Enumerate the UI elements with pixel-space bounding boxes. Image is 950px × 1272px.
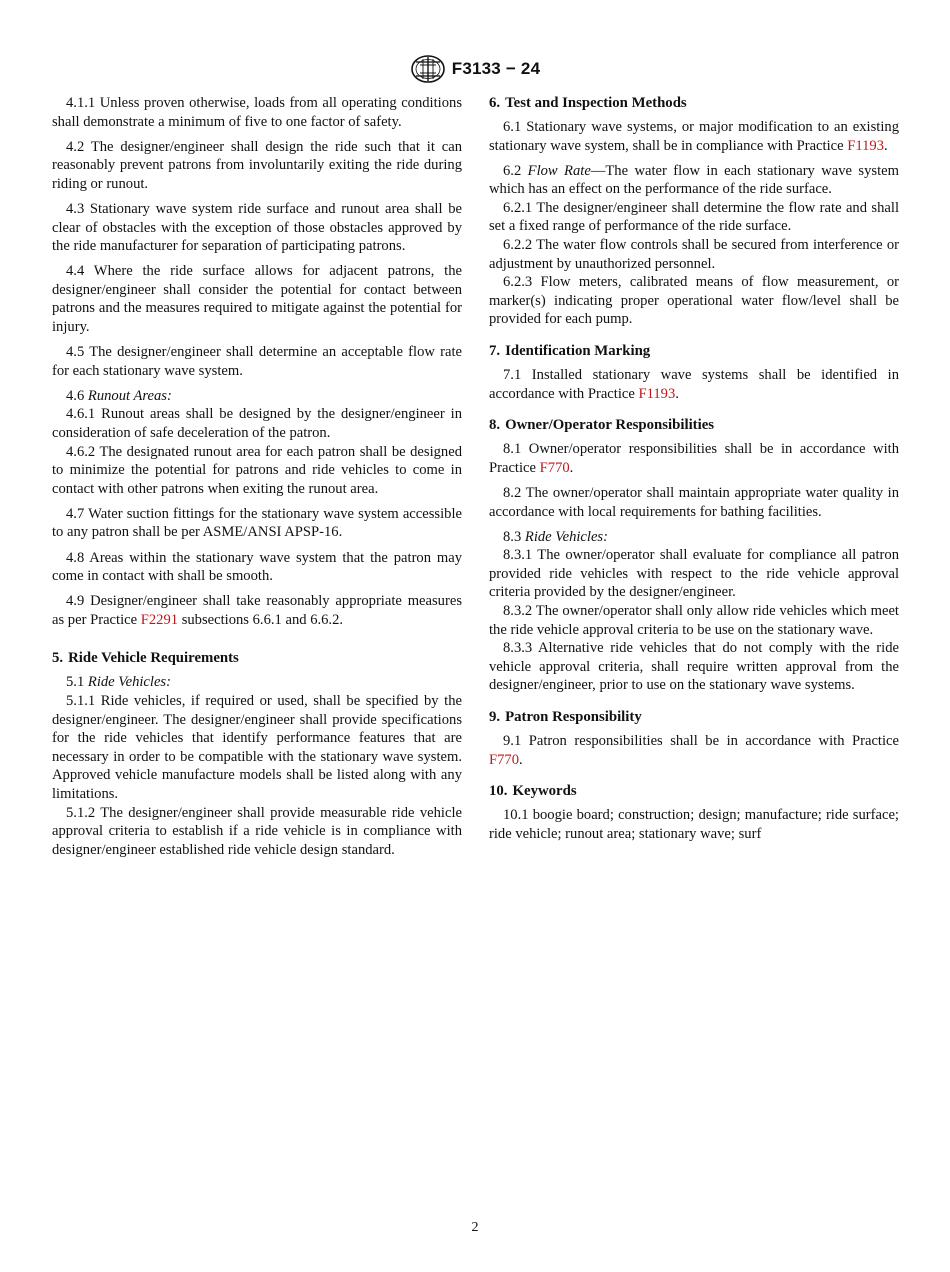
section-10-heading [489, 782, 899, 801]
astm-logo-icon [410, 54, 446, 84]
reference-link-f1193[interactable]: F1193 [638, 385, 676, 402]
paragraph-4-1-1: 4.1.1 Unless proven otherwise, loads from all operating conditions shall demonstrate a minimum of five to one factor of safety. [52, 95, 462, 130]
section-8-heading [489, 416, 899, 435]
section-title: Ride Vehicle Requirements [68, 650, 239, 667]
section-title: Patron Responsibility [505, 708, 642, 725]
paragraph-4-6-1: 4.6.1 Runout areas shall be designed by the designer/engineer in consideration of safe deceleration of the patron. [52, 406, 462, 441]
section-number: 5. [52, 650, 64, 667]
paragraph-text: 8.1 Owner/operator responsibilities shall be in accordance with Practice [489, 441, 899, 476]
paragraph-9-1 [489, 732, 899, 769]
section-6-heading [489, 94, 899, 113]
paragraph-text: —The water flow in each stationary wave system which has an effect on the performance of the ride surface. [489, 162, 899, 198]
left-column [52, 94, 462, 859]
section-5-heading [52, 649, 462, 668]
section-title: Owner/Operator Responsibilities [505, 417, 715, 434]
paragraph-5-1 [52, 673, 462, 692]
reference-link-f1193[interactable]: F1193 [847, 137, 885, 154]
section-title: Test and Inspection Methods [505, 95, 687, 111]
subsection-title: Ride Vehicles: [524, 528, 608, 545]
paragraph-5-1-1: 5.1.1 Ride vehicles, if required or used, shall be specified by the designer/engineer. The designer/engineer shall provide specifications for the ride vehicles that identify performance features that are necessary in order to be compatible with the stationary wave system. Approved vehicle manufacture models shall be listed along with any limitations. [52, 693, 462, 802]
subsection-title: Flow Rate [527, 162, 591, 179]
section-9-heading [489, 708, 899, 727]
page-number: 2 [471, 1220, 479, 1235]
page-header [0, 54, 950, 84]
reference-link-f2291[interactable]: F2291 [140, 611, 179, 628]
paragraph-4-4: 4.4 Where the ride surface allows for adjacent patrons, the designer/engineer shall consider the potential for contact between patrons and the measures required to mitigate against the potential for injury. [52, 263, 462, 336]
paragraph-number: 6.2 [503, 162, 522, 179]
paragraph-4-8: 4.8 Areas within the stationary wave system that the patron may come in contact with shall be smooth. [52, 549, 462, 585]
paragraph-text: . [675, 385, 679, 402]
paragraph-8-3 [489, 528, 899, 547]
paragraph-number: 5.1 [66, 674, 85, 691]
section-number: 10. [489, 783, 508, 800]
paragraph-text: . [569, 459, 574, 476]
paragraph-text: . [519, 751, 523, 768]
paragraph-text: . [884, 137, 888, 154]
section-7-heading [489, 342, 899, 361]
subsection-title: Ride Vehicles: [87, 674, 171, 691]
paragraph-8-3-3: 8.3.3 Alternative ride vehicles that do not comply with the ride vehicle approval criteria, shall require written approval from the designer/engineer, prior to use on the stationary wave systems. [489, 640, 899, 694]
paragraph-text: subsections 6.6.1 and 6.6.2. [178, 611, 344, 628]
reference-link-f770[interactable]: F770 [489, 751, 520, 768]
paragraph-10-1: 10.1 boogie board; construction; design; manufacture; ride surface; ride vehicle; runout area; stationary wave; surf [489, 807, 899, 842]
subsection-title: Runout Areas: [87, 387, 172, 404]
paragraph-6-2-1: 6.2.1 The designer/engineer shall determine the flow rate and shall set a fixed range of performance of the ride surface. [489, 199, 899, 235]
paragraph-text: 9.1 Patron responsibilities shall be in accordance with Practice [503, 732, 899, 749]
paragraph-8-2: 8.2 The owner/operator shall maintain appropriate water quality in accordance with local requirements for bathing facilities. [489, 484, 899, 520]
section-title: Identification Marking [505, 343, 651, 360]
reference-link-f770[interactable]: F770 [539, 459, 570, 476]
paragraph-7-1 [489, 366, 899, 403]
section-number: 7. [489, 343, 501, 360]
document-id: F3133 − 24 [451, 59, 541, 78]
paragraph-4-7: 4.7 Water suction fittings for the stationary wave system accessible to any patron shall be per ASME/ANSI APSP-16. [52, 505, 462, 541]
section-number: 6. [489, 95, 501, 111]
paragraph-text: 7.1 Installed stationary wave systems shall be identified in accordance with Practice [489, 367, 899, 402]
right-column [489, 94, 899, 843]
section-number: 8. [489, 417, 501, 434]
paragraph-number: 8.3 [503, 528, 522, 545]
paragraph-number: 4.6 [66, 387, 85, 404]
paragraph-text: 6.1 Stationary wave systems, or major modification to an existing stationary wave system, shall be in compliance with Practice [489, 119, 899, 154]
paragraph-4-3: 4.3 Stationary wave system ride surface and runout area shall be clear of obstacles with the exception of those obstacles approved by the ride manufacturer for separation of participating patrons. [52, 200, 462, 255]
paragraph-4-6 [52, 387, 462, 406]
paragraph-6-2-2: 6.2.2 The water flow controls shall be secured from interference or adjustment by unauthorized personnel. [489, 237, 899, 272]
paragraph-8-3-2: 8.3.2 The owner/operator shall only allow ride vehicles which meet the ride vehicle approval criteria to be use on the stationary wave. [489, 602, 899, 638]
section-title: Keywords [512, 783, 577, 800]
paragraph-5-1-2: 5.1.2 The designer/engineer shall provide measurable ride vehicle approval criteria to establish if a ride vehicle is in compliance with designer/engineer established ride vehicle design standard. [52, 804, 462, 858]
paragraph-8-3-1: 8.3.1 The owner/operator shall evaluate for compliance all patron provided ride vehicles with respect to the ride vehicle approval criteria provided by the designer/engineer. [489, 547, 899, 601]
paragraph-4-6-2: 4.6.2 The designated runout area for each patron shall be designed to minimize the potential for patrons and ride vehicles to come in contact with other patrons when exiting the runout area. [52, 443, 462, 497]
paragraph-4-5: 4.5 The designer/engineer shall determine an acceptable flow rate for each stationary wave system. [52, 344, 462, 379]
paragraph-6-1 [489, 118, 899, 155]
paragraph-4-9 [52, 592, 462, 629]
paragraph-6-2 [489, 162, 899, 199]
paragraph-4-2: 4.2 The designer/engineer shall design the ride such that it can reasonably prevent patrons from involuntarily exiting the ride during riding or runout. [52, 138, 462, 192]
paragraph-8-1 [489, 440, 899, 477]
paragraph-text: 4.9 Designer/engineer shall take reasonably appropriate measures as per Practice [52, 593, 462, 628]
section-number: 9. [489, 708, 501, 725]
paragraph-6-2-3: 6.2.3 Flow meters, calibrated means of flow measurement, or marker(s) indicating proper operational water flow/level shall be provided for each pump. [489, 274, 899, 328]
